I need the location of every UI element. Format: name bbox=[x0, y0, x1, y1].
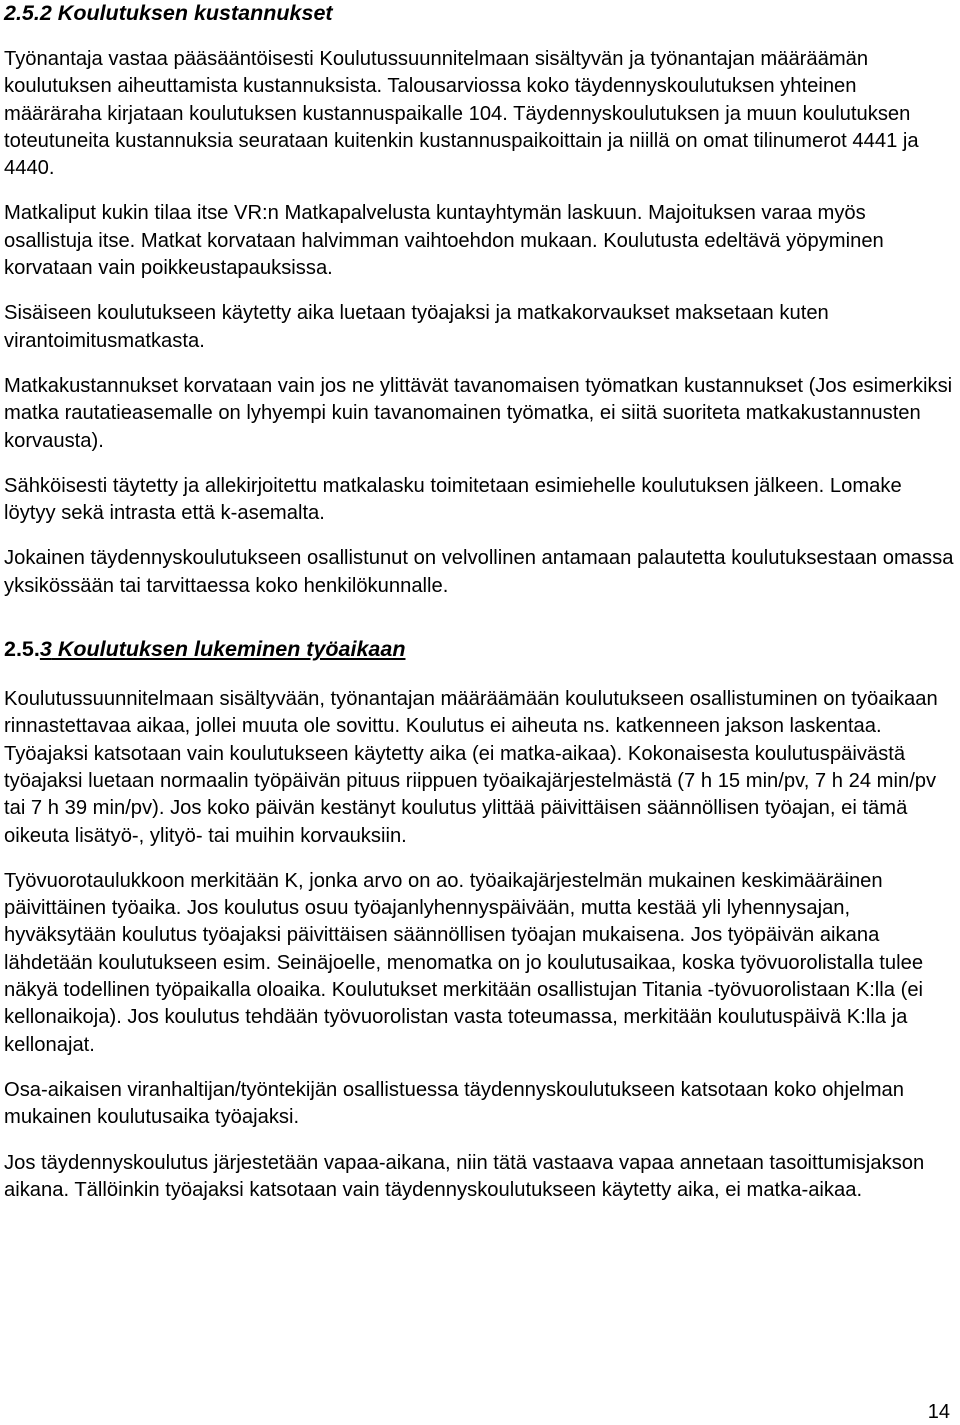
page-number: 14 bbox=[927, 1401, 950, 1423]
paragraph-working-time: Koulutussuunnitelmaan sisältyvään, työnantajan määräämään koulutukseen osallistuminen on työaikaan rinnastettavaa aikaa, jollei muuta ole sovittu. Koulutus ei aiheuta ns. katkenneen jakson laskentaa. Työajaksi katsotaan vain koulutukseen käytetty aika (ei matka-aikaa). Kokonaisesta koulutuspäivästä työajaksi luetaan normaalin työpäivän pituus riippuen työaikajärjestelmästä (7 h 15 min/pv, 7 h 24 min/pv tai 7 h 39 min/pv). Jos koko päivän kestänyt koulutus ylittää päivittäisen säännöllisen työajan, ei tämä oikeuta lisätyö-, ylityö- tai muihin korvauksiin. bbox=[4, 688, 938, 847]
paragraph-costs: Työnantaja vastaa pääsääntöisesti Koulutussuunnitelmaan sisältyvän ja työnantajan määräämän koulutuksen aiheuttamista kustannuksista. Talousarviossa koko täydennyskoulutuksen yhteinen määräraha kirjataan koulutuksen kustannuspaikalle 104. Täydennyskoulutuksen ja muun koulutuksen toteutuneita kustannuksia seurataan kuitenkin kustannuspaikoittain ja niillä on omat tilinumerot 4441 ja 4440. bbox=[4, 48, 919, 180]
section-heading-2-5-2: 2.5.2 Koulutuksen kustannukset bbox=[4, 1, 333, 25]
paragraph-travel-costs: Matkakustannukset korvataan vain jos ne ylittävät tavanomaisen työmatkan kustannukset (Jos esimerkiksi matka rautatieasemalle on lyhyempi kuin tavanomainen työmatka, ei siitä suoriteta matkakustannusten korvausta). bbox=[4, 374, 953, 452]
paragraph-travel-invoice: Sähköisesti täytetty ja allekirjoitettu matkalasku toimitetaan esimiehelle koulutuksen jälkeen. Lomake löytyy sekä intrasta että k-asemalta. bbox=[4, 474, 902, 525]
section-heading-2-5-3 bbox=[4, 636, 954, 662]
paragraph-part-time: Osa-aikaisen viranhaltijan/työntekijän osallistuessa täydennyskoulutukseen katsotaan koko ohjelman mukainen koulutusaika työajaksi. bbox=[4, 1078, 904, 1129]
document-page bbox=[4, 0, 954, 1204]
heading-number-prefix: 2.5. bbox=[4, 637, 40, 662]
paragraph-feedback: Jokainen täydennyskoulutukseen osallistunut on velvollinen antamaan palautetta koulutuksestaan omassa yksikössään tai tarvittaessa koko henkilökunnalle. bbox=[4, 547, 954, 597]
heading-title: Koulutuksen lukeminen työaikaan bbox=[51, 637, 406, 662]
paragraph-shift-table: Työvuorotaulukkoon merkitään K, jonka arvo on ao. työaikajärjestelmän mukainen keskimääräinen päivittäinen työaika. Jos koulutus osuu työajanlyhennyspäivään, mutta kestää yli lyhennysajan, hyväksytään koulutus työajaksi päivittäisen säännöllisen työajan mukaisena. Jos työpäivän aikana lähdetään koulutukseen esim. Seinäjoelle, menomatka on jo koulutusaikaa, koska työvuorolistalla tulee näkyä todellinen työpaikalla oloaika. Koulutukset merkitään osallistujan Titania -työvuorolistaan K:lla (ei kellonaikoja). Jos koulutus tehdään työvuorolistan vasta toteumassa, merkitään koulutuspäivä K:lla ja kellonajat. bbox=[4, 869, 924, 1056]
heading-number-suffix: 3 bbox=[39, 637, 52, 662]
paragraph-travel-tickets: Matkaliput kukin tilaa itse VR:n Matkapalvelusta kuntayhtymän laskuun. Majoituksen varaa myös osallistuja itse. Matkat korvataan halvimman vaihtoehdon mukaan. Koulutusta edeltävä yöpyminen korvataan vain poikkeustapauksissa. bbox=[4, 202, 884, 280]
paragraph-internal-training: Sisäiseen koulutukseen käytetty aika luetaan työajaksi ja matkakorvaukset maksetaan kuten virantoimitusmatkasta. bbox=[4, 302, 829, 352]
paragraph-free-time: Jos täydennyskoulutus järjestetään vapaa-aikana, niin tätä vastaava vapaa annetaan tasoittumisjakson aikana. Tällöinkin työajaksi katsotaan vain täydennyskoulutukseen käytetty aika, ei matka-aikaa. bbox=[4, 1151, 925, 1201]
